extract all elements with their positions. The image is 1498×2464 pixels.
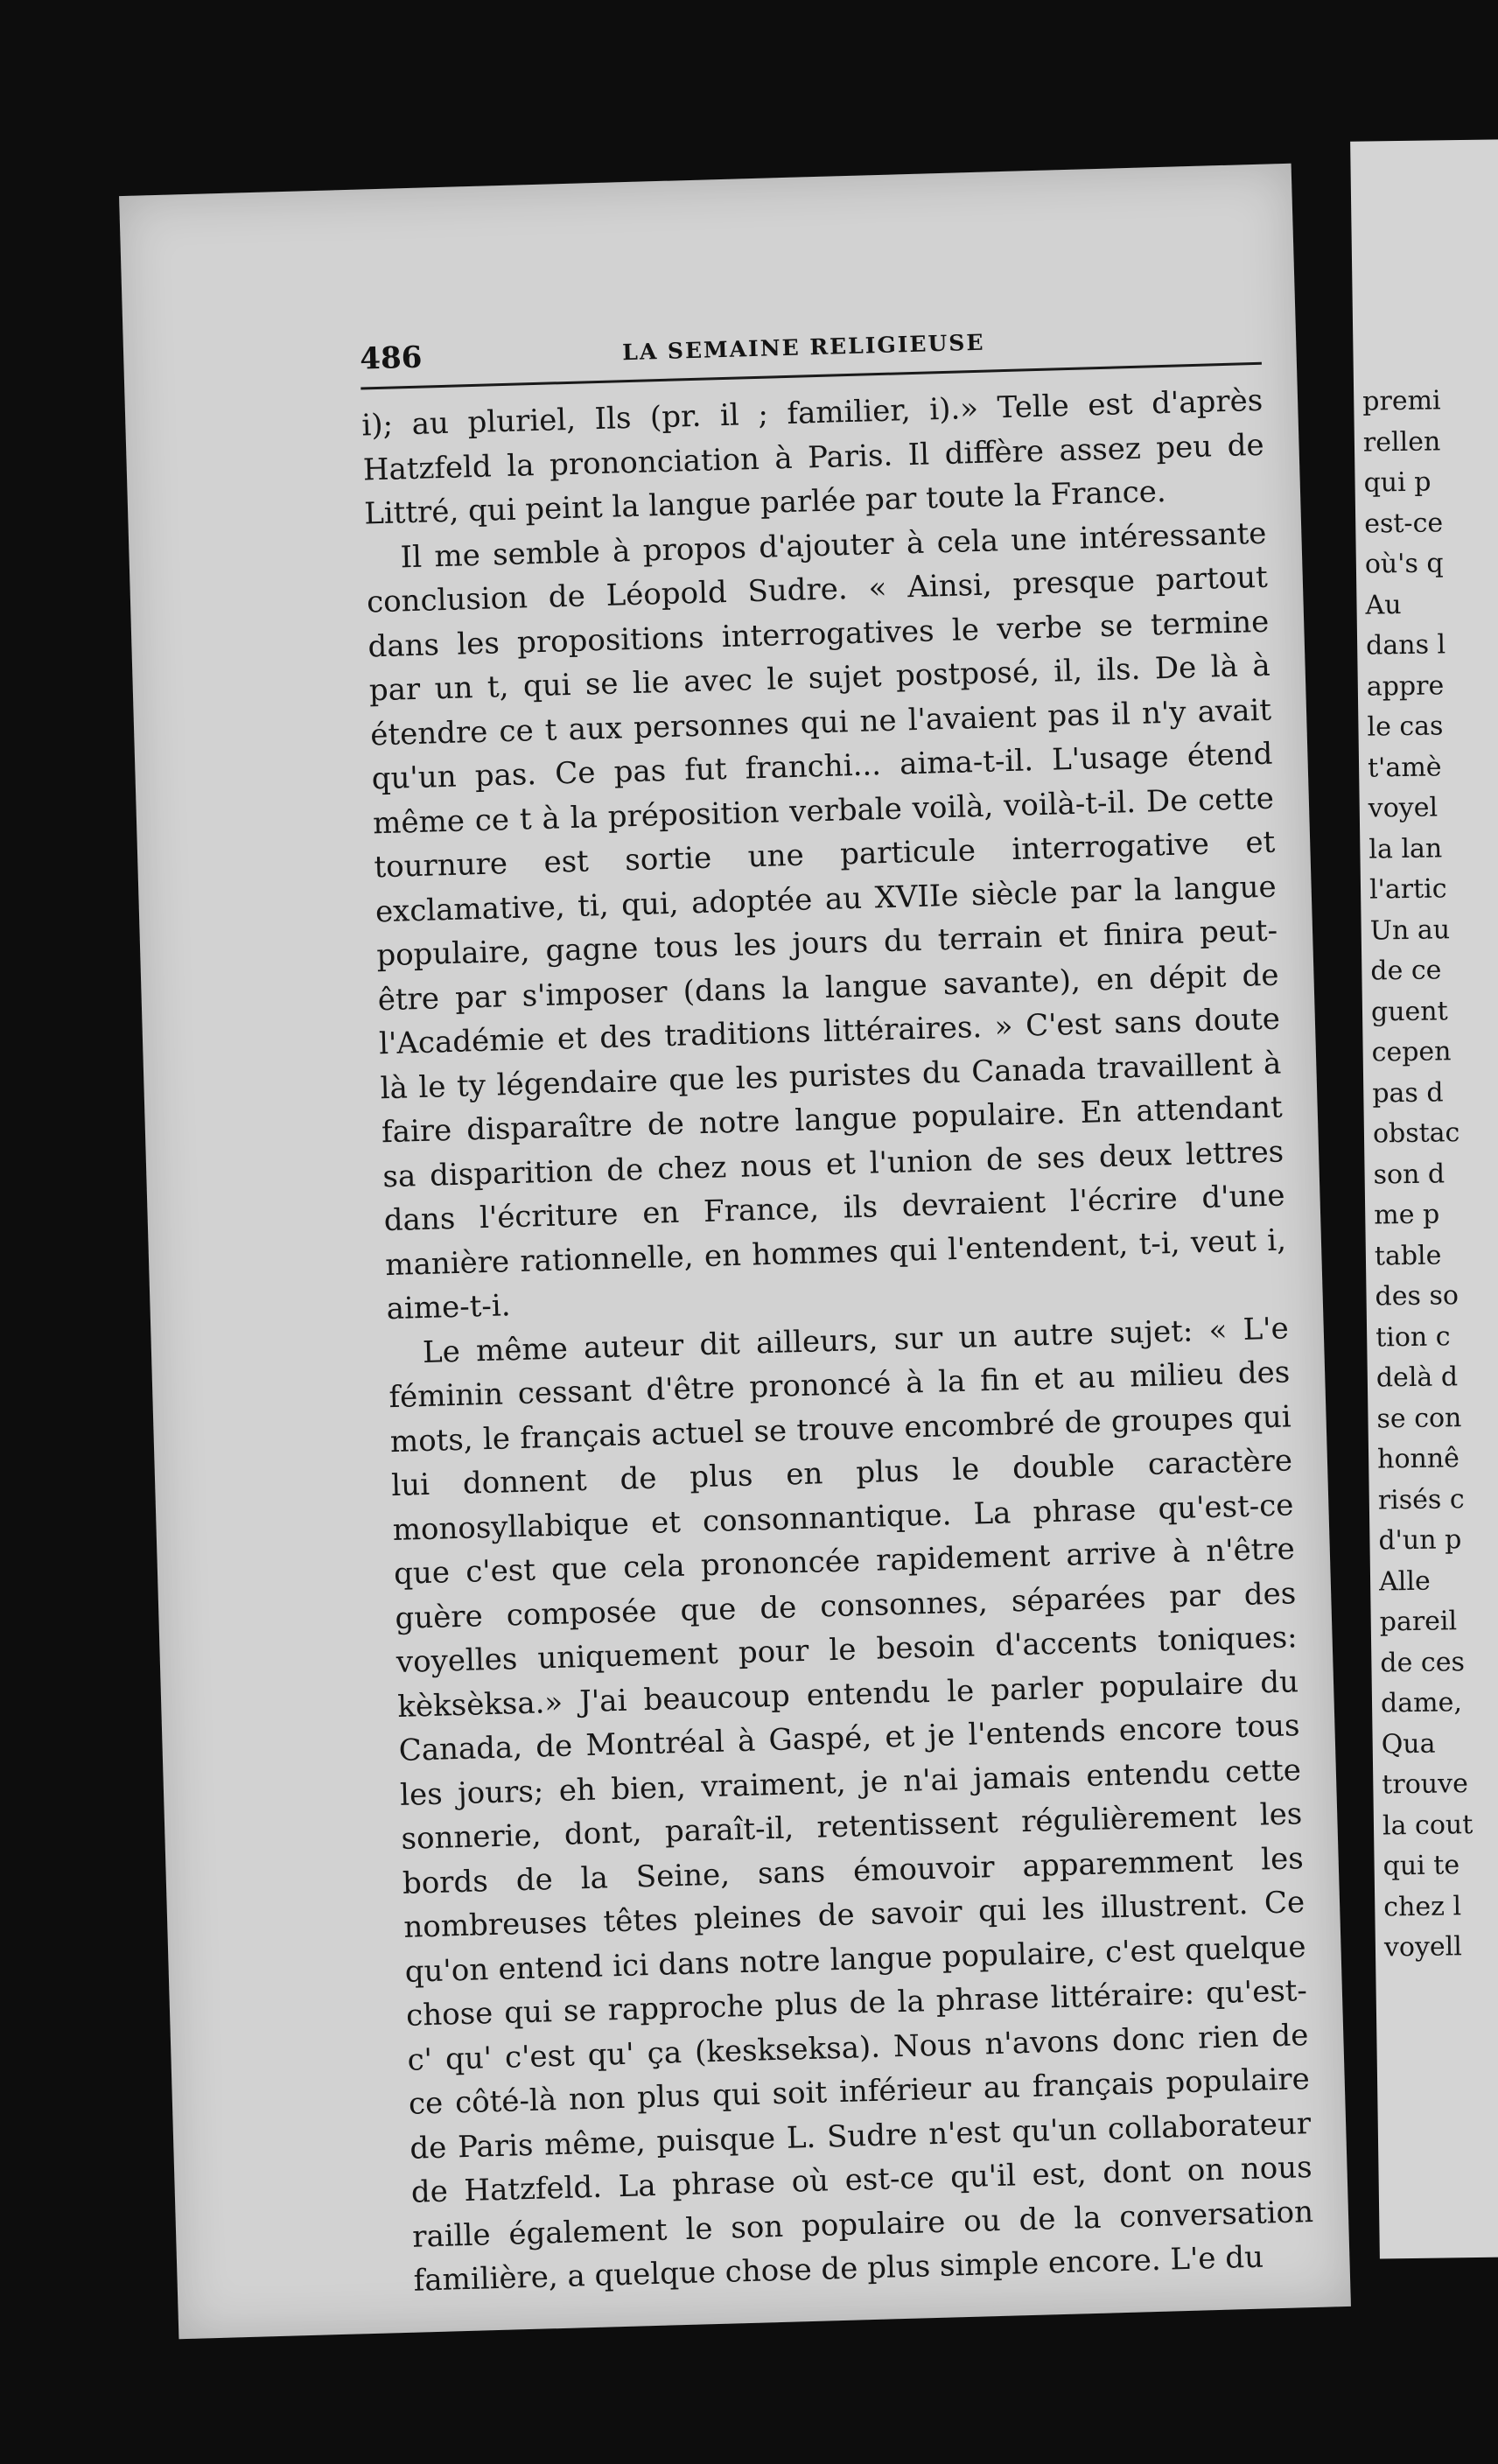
adjacent-page-line: dans l [1365, 629, 1446, 662]
adjacent-page-line: voyell [1383, 1931, 1463, 1964]
adjacent-page-line: dame, [1380, 1687, 1463, 1719]
adjacent-page-line: où's q [1364, 548, 1444, 580]
adjacent-page-line: Qua [1381, 1728, 1436, 1760]
adjacent-page-line: l'artic [1368, 873, 1447, 906]
adjacent-page-line: rellen [1362, 425, 1441, 458]
adjacent-page-line: est-ce [1363, 507, 1444, 540]
adjacent-page-line: de ce [1370, 955, 1442, 987]
adjacent-page-line: qui te [1382, 1850, 1460, 1882]
adjacent-page-line: chez l [1383, 1890, 1462, 1922]
adjacent-page-line: t'amè [1367, 751, 1442, 784]
book-page [119, 164, 1351, 2339]
adjacent-page-line: honnê [1376, 1443, 1460, 1475]
adjacent-page-line: des so [1375, 1280, 1460, 1312]
adjacent-page-edge [1350, 138, 1498, 2258]
adjacent-page-line: la cout [1382, 1809, 1474, 1841]
adjacent-page-line: le cas [1367, 710, 1444, 743]
adjacent-page-line: Un au [1369, 914, 1451, 947]
adjacent-page-line: me p [1374, 1199, 1440, 1231]
adjacent-page-line: se con [1376, 1402, 1462, 1435]
adjacent-page-line: pareil [1379, 1606, 1458, 1638]
adjacent-page-line: pas d [1372, 1076, 1444, 1110]
adjacent-page-line: Au [1365, 589, 1402, 621]
adjacent-page-line: risés c [1377, 1483, 1465, 1516]
page-header [360, 313, 1262, 390]
page-number: 486 [359, 340, 423, 377]
body-text [361, 379, 1315, 2303]
paragraph: Le même auteur dit ailleurs, sur un autre sujet: « L'e féminin cessant d'être prononcé à la fin et au milieu des mots, le français actuel se trouve encombré de groupes qui lui donnent de plus en plus le double caractère monosyllabique et consonnantique. La phrase qu'est-ce que c'est que cela prononcée rapidement arrive à n'être guère composée que de consonnes, séparées par des voyelles uniquement pour le besoin d'accents toniques: kèksèksa.» J'ai beaucoup entendu le parler populaire du Canada, de Montréal à Gaspé, et je l'entends encore tous les jours; eh bien, vraiment, je n'ai jamais entendu cette sonnerie, dont, paraît-il, retentissent régulièrement les bords de la Seine, sans émouvoir apparemment les nombreuses têtes pleines de savoir qui les illustrent. Ce qu'on entend ici dans notre langue populaire, c'est quelque chose qui se rapproche plus de la phrase littéraire: qu'est-c' qu' c'est qu' ça (keskseksa). Nous n'avons donc rien de ce côté-là non plus qui soit inférieur au français populaire de Paris même, puisque L. Sudre n'est qu'un collaborateur de Hatzfeld. La phrase où est-ce qu'il est, dont on nous raille également le son populaire ou de la conversation familière, a quelque chose de plus simple encore. L'e du [388, 1310, 1314, 2299]
adjacent-page-line: tion c [1375, 1320, 1451, 1354]
adjacent-page-line: trouve [1382, 1768, 1469, 1801]
adjacent-page-line: premi [1362, 385, 1441, 417]
paragraph: i); au pluriel, Ils (pr. il ; familier, i).» Telle est d'après Hatzfeld la prononciation à Paris. Il diffère assez peu de Littré, qui peint la langue parlée par toute la France. [360, 382, 1265, 532]
adjacent-page-line: appre [1366, 669, 1445, 703]
adjacent-page-line: qui p [1363, 466, 1432, 499]
adjacent-page-line: guent [1370, 995, 1448, 1028]
adjacent-page-line: voyel [1368, 792, 1438, 824]
paragraph: Il me semble à propos d'ajouter à cela une intéressante conclusion de Léopold Sudre. « Ainsi, presque partout dans les propositions interrogatives le verbe se termine par un t, qui se lie avec le sujet postposé, il, ils. De là à étendre ce t aux personnes qui ne l'avaient pas il n'y avait qu'un pas. Ce pas fut franchi... aima-t-il. L'usage étend même ce t à la préposition verbale voilà, voilà-t-il. De cette tournure est sortie une particule interrogative et exclamative, ti, qui, adoptée au XVIIe siècle par la langue populaire, gagne tous les jours du terrain et finira peut-être par s'imposer (dans la langue savante), en dépit de l'Académie et des traditions littéraires. » C'est sans doute là le ty légendaire que les puristes du Canada travaillent à faire disparaître de notre langue populaire. En attendant sa disparition de chez nous et l'union de ses deux lettres dans l'écriture en France, ils devraient l'écrire d'une manière rationnelle, en hommes qui l'entendent, t-i, veut i, aime-t-i. [366, 515, 1287, 1327]
adjacent-page-line: son d [1373, 1158, 1446, 1191]
adjacent-page-line: la lan [1368, 832, 1443, 865]
adjacent-page-line: table [1374, 1239, 1442, 1272]
adjacent-page-line: de ces [1380, 1646, 1466, 1678]
running-title: LA SEMAINE RELIGIEUSE [621, 329, 985, 366]
adjacent-page-text [1362, 381, 1475, 1969]
adjacent-page-line: d'un p [1378, 1524, 1462, 1557]
adjacent-page-line: obstac [1372, 1117, 1460, 1150]
adjacent-page-line: Alle [1378, 1565, 1431, 1597]
adjacent-page-line: cepen [1371, 1036, 1452, 1068]
adjacent-page-line: delà d [1376, 1362, 1459, 1394]
